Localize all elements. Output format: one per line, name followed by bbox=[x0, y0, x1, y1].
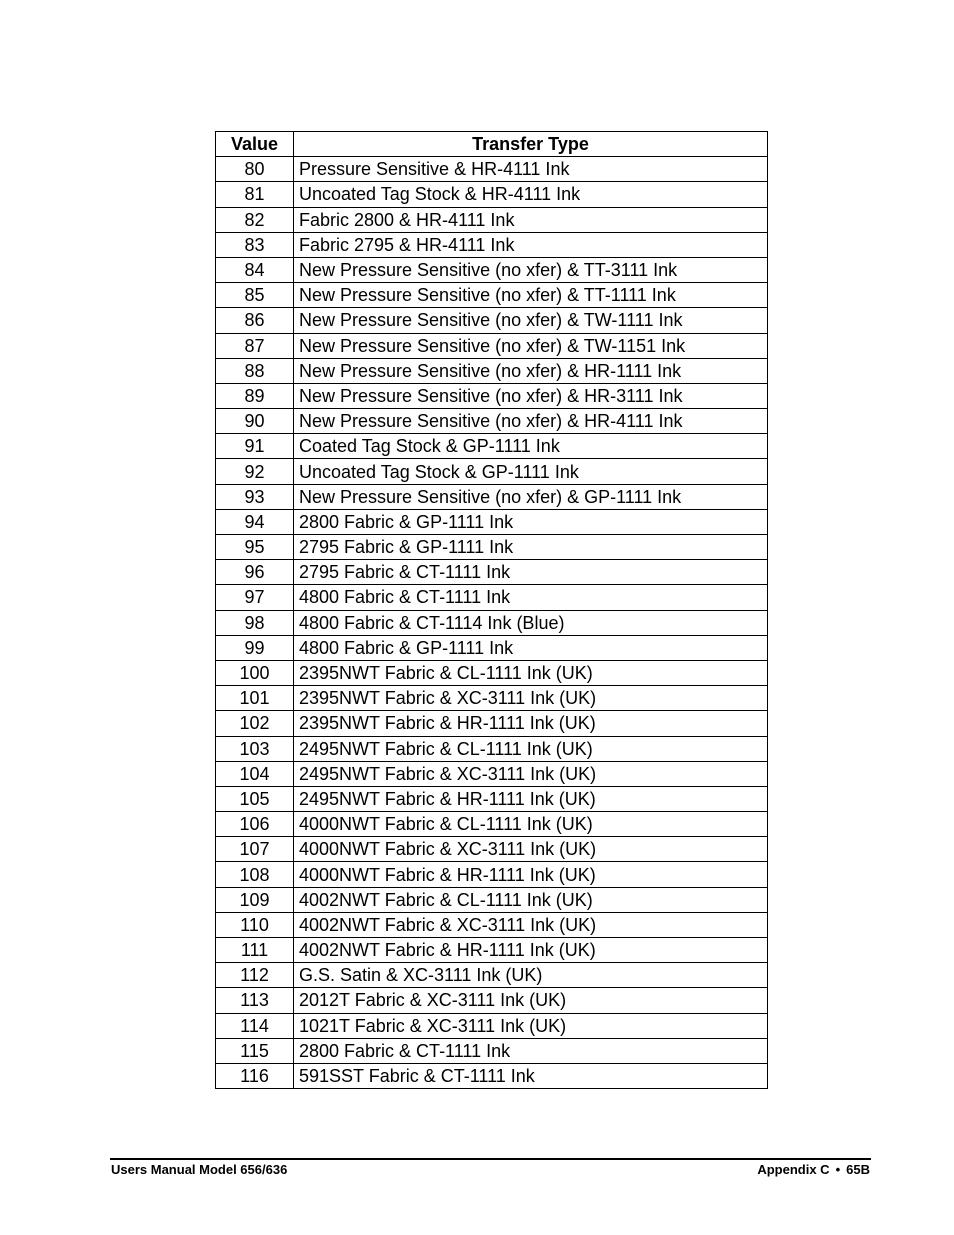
table-row bbox=[216, 358, 768, 383]
value-cell: 94 bbox=[216, 509, 294, 534]
table-row bbox=[216, 761, 768, 786]
value-cell: 82 bbox=[216, 207, 294, 232]
table-row bbox=[216, 535, 768, 560]
value-cell: 85 bbox=[216, 283, 294, 308]
transfer-type-cell: 591SST Fabric & CT-1111 Ink bbox=[294, 1063, 768, 1088]
transfer-type-cell: New Pressure Sensitive (no xfer) & TW-1151 Ink bbox=[294, 333, 768, 358]
transfer-type-cell: 2800 Fabric & CT-1111 Ink bbox=[294, 1038, 768, 1063]
value-column-header: Value bbox=[216, 132, 294, 157]
table-row bbox=[216, 333, 768, 358]
value-cell: 111 bbox=[216, 938, 294, 963]
table-row bbox=[216, 1063, 768, 1088]
value-cell: 101 bbox=[216, 686, 294, 711]
transfer-type-cell: 2395NWT Fabric & HR-1111 Ink (UK) bbox=[294, 711, 768, 736]
value-cell: 115 bbox=[216, 1038, 294, 1063]
transfer-type-cell: 2395NWT Fabric & CL-1111 Ink (UK) bbox=[294, 660, 768, 685]
transfer-type-cell: G.S. Satin & XC-3111 Ink (UK) bbox=[294, 963, 768, 988]
value-cell: 81 bbox=[216, 182, 294, 207]
table-row bbox=[216, 635, 768, 660]
table-row bbox=[216, 182, 768, 207]
transfer-type-cell: Fabric 2800 & HR-4111 Ink bbox=[294, 207, 768, 232]
value-cell: 84 bbox=[216, 257, 294, 282]
table-row bbox=[216, 308, 768, 333]
footer-manual-title: Users Manual Model 656/636 bbox=[111, 1162, 288, 1177]
table-row bbox=[216, 1013, 768, 1038]
table-row bbox=[216, 736, 768, 761]
transfer-type-cell: Uncoated Tag Stock & GP-1111 Ink bbox=[294, 459, 768, 484]
footer-appendix-label: Appendix C bbox=[757, 1162, 830, 1177]
transfer-type-cell: 4002NWT Fabric & HR-1111 Ink (UK) bbox=[294, 938, 768, 963]
value-cell: 114 bbox=[216, 1013, 294, 1038]
value-cell: 87 bbox=[216, 333, 294, 358]
transfer-type-cell: 2495NWT Fabric & CL-1111 Ink (UK) bbox=[294, 736, 768, 761]
value-cell: 113 bbox=[216, 988, 294, 1013]
transfer-type-cell: New Pressure Sensitive (no xfer) & TT-3111 Ink bbox=[294, 257, 768, 282]
table-row bbox=[216, 812, 768, 837]
value-cell: 107 bbox=[216, 837, 294, 862]
table-row bbox=[216, 459, 768, 484]
table-row bbox=[216, 862, 768, 887]
table-row bbox=[216, 786, 768, 811]
table-row bbox=[216, 887, 768, 912]
value-cell: 99 bbox=[216, 635, 294, 660]
transfer-type-column-header: Transfer Type bbox=[294, 132, 768, 157]
transfer-type-cell: New Pressure Sensitive (no xfer) & GP-1111 Ink bbox=[294, 484, 768, 509]
table-row bbox=[216, 484, 768, 509]
value-cell: 100 bbox=[216, 660, 294, 685]
table-row bbox=[216, 509, 768, 534]
table-row bbox=[216, 660, 768, 685]
transfer-type-cell: New Pressure Sensitive (no xfer) & HR-3111 Ink bbox=[294, 383, 768, 408]
value-cell: 83 bbox=[216, 232, 294, 257]
value-cell: 116 bbox=[216, 1063, 294, 1088]
footer-bullet: • bbox=[835, 1162, 841, 1177]
table-row bbox=[216, 409, 768, 434]
footer-divider bbox=[110, 1158, 871, 1160]
transfer-type-cell: Coated Tag Stock & GP-1111 Ink bbox=[294, 434, 768, 459]
table-header-row bbox=[216, 132, 768, 157]
transfer-type-cell: Pressure Sensitive & HR-4111 Ink bbox=[294, 157, 768, 182]
table-row bbox=[216, 610, 768, 635]
transfer-type-cell: 4000NWT Fabric & CL-1111 Ink (UK) bbox=[294, 812, 768, 837]
table-row bbox=[216, 434, 768, 459]
footer-page-number: 65B bbox=[846, 1162, 870, 1177]
value-cell: 88 bbox=[216, 358, 294, 383]
value-cell: 89 bbox=[216, 383, 294, 408]
transfer-type-cell: 1021T Fabric & XC-3111 Ink (UK) bbox=[294, 1013, 768, 1038]
table-body bbox=[216, 157, 768, 1089]
transfer-type-cell: 4800 Fabric & GP-1111 Ink bbox=[294, 635, 768, 660]
table-row bbox=[216, 988, 768, 1013]
transfer-type-cell: New Pressure Sensitive (no xfer) & TT-1111 Ink bbox=[294, 283, 768, 308]
transfer-type-cell: 2395NWT Fabric & XC-3111 Ink (UK) bbox=[294, 686, 768, 711]
table-row bbox=[216, 585, 768, 610]
value-cell: 92 bbox=[216, 459, 294, 484]
transfer-type-cell: 4002NWT Fabric & CL-1111 Ink (UK) bbox=[294, 887, 768, 912]
transfer-type-cell: 4800 Fabric & CT-1111 Ink bbox=[294, 585, 768, 610]
transfer-type-cell: New Pressure Sensitive (no xfer) & HR-4111 Ink bbox=[294, 409, 768, 434]
value-cell: 103 bbox=[216, 736, 294, 761]
value-cell: 106 bbox=[216, 812, 294, 837]
transfer-type-cell: 2795 Fabric & GP-1111 Ink bbox=[294, 535, 768, 560]
value-cell: 112 bbox=[216, 963, 294, 988]
table-row bbox=[216, 912, 768, 937]
transfer-type-cell: 2800 Fabric & GP-1111 Ink bbox=[294, 509, 768, 534]
table-row bbox=[216, 283, 768, 308]
table-row bbox=[216, 963, 768, 988]
footer-page-reference bbox=[757, 1162, 870, 1177]
table-row bbox=[216, 560, 768, 585]
value-cell: 80 bbox=[216, 157, 294, 182]
transfer-type-cell: 4800 Fabric & CT-1114 Ink (Blue) bbox=[294, 610, 768, 635]
table-row bbox=[216, 257, 768, 282]
value-cell: 96 bbox=[216, 560, 294, 585]
value-cell: 95 bbox=[216, 535, 294, 560]
transfer-type-cell: 4000NWT Fabric & XC-3111 Ink (UK) bbox=[294, 837, 768, 862]
table-row bbox=[216, 232, 768, 257]
table-row bbox=[216, 207, 768, 232]
value-cell: 102 bbox=[216, 711, 294, 736]
value-cell: 109 bbox=[216, 887, 294, 912]
value-cell: 98 bbox=[216, 610, 294, 635]
transfer-type-cell: New Pressure Sensitive (no xfer) & HR-1111 Ink bbox=[294, 358, 768, 383]
table-row bbox=[216, 157, 768, 182]
transfer-type-cell: 4002NWT Fabric & XC-3111 Ink (UK) bbox=[294, 912, 768, 937]
table-row bbox=[216, 383, 768, 408]
transfer-type-cell: Fabric 2795 & HR-4111 Ink bbox=[294, 232, 768, 257]
transfer-type-cell: 2495NWT Fabric & HR-1111 Ink (UK) bbox=[294, 786, 768, 811]
transfer-type-cell: 2795 Fabric & CT-1111 Ink bbox=[294, 560, 768, 585]
value-cell: 90 bbox=[216, 409, 294, 434]
transfer-type-cell: 2012T Fabric & XC-3111 Ink (UK) bbox=[294, 988, 768, 1013]
transfer-type-cell: 2495NWT Fabric & XC-3111 Ink (UK) bbox=[294, 761, 768, 786]
value-cell: 86 bbox=[216, 308, 294, 333]
table-row bbox=[216, 837, 768, 862]
value-cell: 93 bbox=[216, 484, 294, 509]
transfer-type-table bbox=[215, 131, 768, 1089]
table-row bbox=[216, 938, 768, 963]
value-cell: 108 bbox=[216, 862, 294, 887]
value-cell: 97 bbox=[216, 585, 294, 610]
transfer-type-cell: New Pressure Sensitive (no xfer) & TW-1111 Ink bbox=[294, 308, 768, 333]
value-cell: 110 bbox=[216, 912, 294, 937]
table-row bbox=[216, 711, 768, 736]
transfer-type-cell: Uncoated Tag Stock & HR-4111 Ink bbox=[294, 182, 768, 207]
table-row bbox=[216, 686, 768, 711]
table-row bbox=[216, 1038, 768, 1063]
value-cell: 91 bbox=[216, 434, 294, 459]
value-cell: 105 bbox=[216, 786, 294, 811]
transfer-type-cell: 4000NWT Fabric & HR-1111 Ink (UK) bbox=[294, 862, 768, 887]
value-cell: 104 bbox=[216, 761, 294, 786]
